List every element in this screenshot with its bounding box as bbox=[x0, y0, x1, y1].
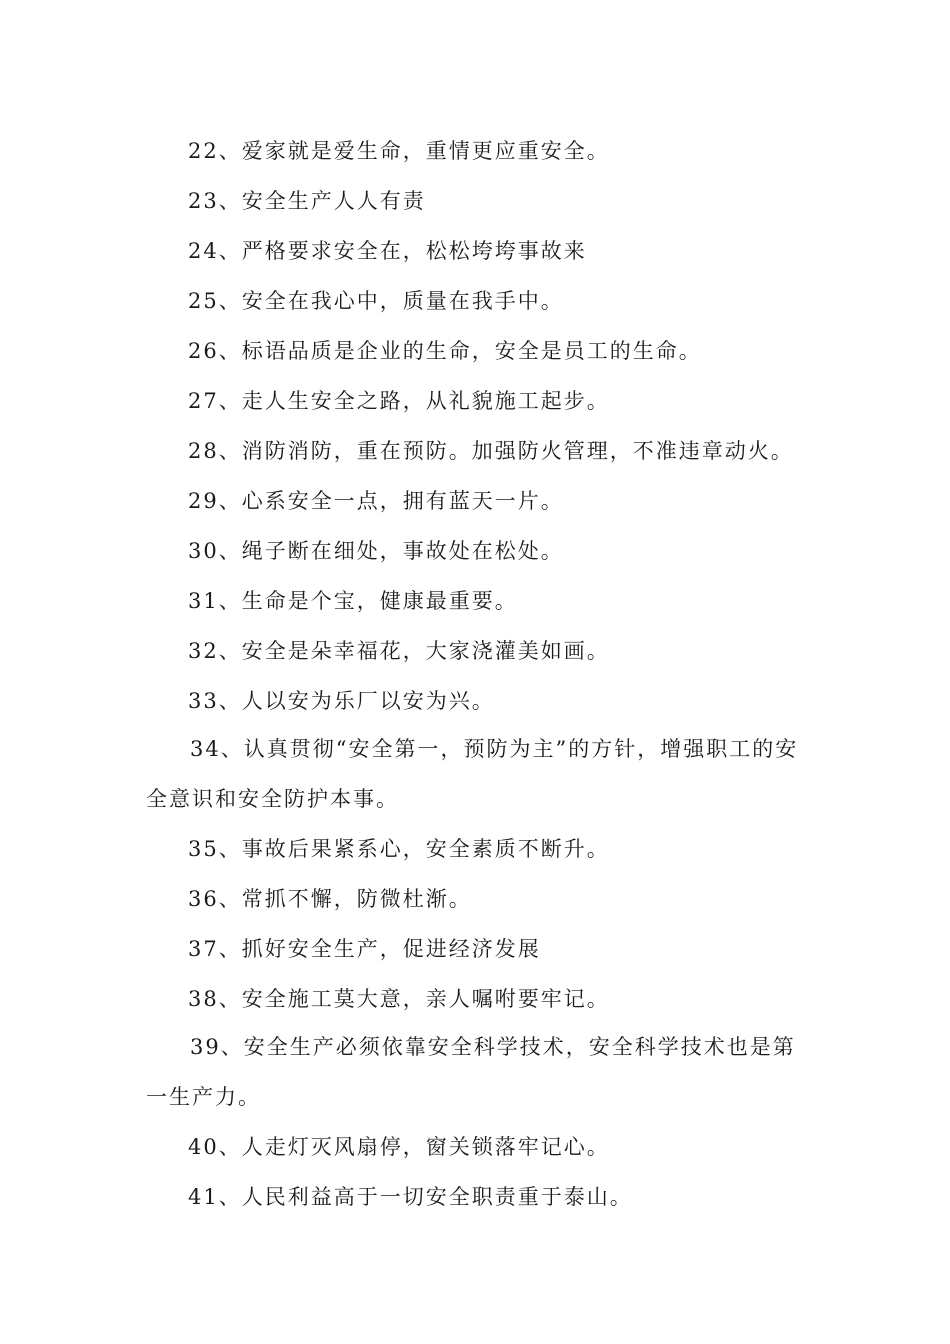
slogan-paragraph: 33、人以安为乐厂以安为兴。 bbox=[188, 689, 495, 713]
slogan-paragraph: 25、安全在我心中，质量在我手中。 bbox=[188, 289, 564, 313]
slogan-paragraph: 37、抓好安全生产，促进经济发展 bbox=[188, 937, 541, 961]
slogan-paragraph: 26、标语品质是企业的生命，安全是员工的生命。 bbox=[188, 339, 702, 363]
slogan-paragraph: 39、安全生产必须依靠安全科学技术，安全科学技术也是第一生产力。 bbox=[146, 1035, 796, 1109]
slogan-paragraph: 28、消防消防，重在预防。加强防火管理，不准违章动火。 bbox=[188, 439, 794, 463]
slogan-paragraph: 41、人民利益高于一切安全职责重于泰山。 bbox=[188, 1185, 633, 1209]
slogan-paragraph: 27、走人生安全之路，从礼貌施工起步。 bbox=[188, 389, 610, 413]
slogan-paragraph: 30、绳子断在细处，事故处在松处。 bbox=[188, 539, 564, 563]
slogan-paragraph: 32、安全是朵幸福花，大家浇灌美如画。 bbox=[188, 639, 610, 663]
slogan-paragraph: 23、安全生产人人有责 bbox=[188, 189, 426, 213]
slogan-paragraph: 36、常抓不懈，防微杜渐。 bbox=[188, 887, 472, 911]
slogan-paragraph: 24、严格要求安全在，松松垮垮事故来 bbox=[188, 239, 587, 263]
slogan-paragraph: 34、认真贯彻“安全第一，预防为主”的方针，增强职工的安全意识和安全防护本事。 bbox=[146, 737, 799, 811]
slogan-paragraph: 38、安全施工莫大意，亲人嘱咐要牢记。 bbox=[188, 987, 610, 1011]
slogan-paragraph: 29、心系安全一点，拥有蓝天一片。 bbox=[188, 489, 564, 513]
slogan-paragraph: 31、生命是个宝，健康最重要。 bbox=[188, 589, 518, 613]
slogan-paragraph: 35、事故后果紧系心，安全素质不断升。 bbox=[188, 837, 610, 861]
slogan-paragraph: 22、爱家就是爱生命，重情更应重安全。 bbox=[188, 139, 610, 163]
slogan-paragraph: 40、人走灯灭风扇停，窗关锁落牢记心。 bbox=[188, 1135, 610, 1159]
